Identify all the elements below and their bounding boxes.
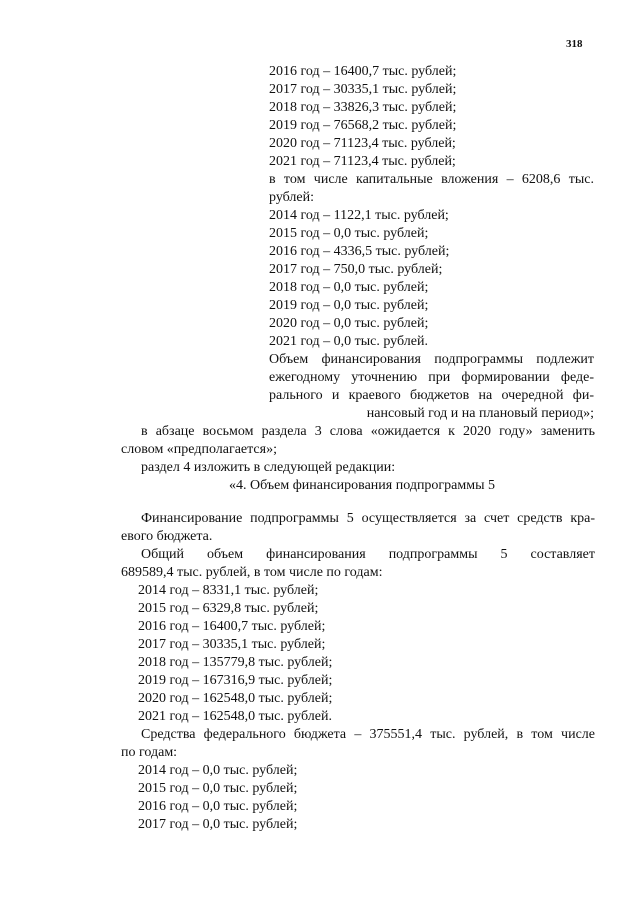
upper-financing-block (269, 63, 594, 423)
capital-investment-line: в том числе капитальные вложения – 6208,6 тыс. (269, 172, 594, 187)
total-year-line: 2016 год – 16400,7 тыс. рублей; (138, 619, 326, 634)
amendment-line: словом «предполагается»; (121, 442, 277, 457)
total-year-line: 2020 год – 162548,0 тыс. рублей; (138, 691, 333, 706)
year-line: 2021 год – 71123,4 тыс. рублей; (269, 154, 456, 169)
total-year-line: 2019 год – 167316,9 тыс. рублей; (138, 673, 333, 688)
federal-year-line: 2014 год – 0,0 тыс. рублей; (138, 763, 298, 778)
paragraph-line: по годам: (121, 745, 178, 760)
section-heading: «4. Объем финансирования подпрограммы 5 (229, 478, 496, 493)
paragraph-line: Общий объем финансирования подпрограммы 5 составляет (141, 547, 595, 562)
note-line: Объем финансирования подпрограммы подлежит (269, 352, 594, 367)
year-line: 2019 год – 0,0 тыс. рублей; (269, 298, 429, 313)
paragraph-line: Средства федерального бюджета – 375551,4 тыс. рублей, в том числе (141, 727, 595, 742)
year-line: 2018 год – 0,0 тыс. рублей; (269, 280, 429, 295)
total-year-line: 2017 год – 30335,1 тыс. рублей; (138, 637, 326, 652)
year-line: 2016 год – 16400,7 тыс. рублей; (269, 64, 457, 79)
year-line: 2020 год – 0,0 тыс. рублей; (269, 316, 429, 331)
paragraph-line: евого бюджета. (121, 529, 213, 544)
paragraph-line: 689589,4 тыс. рублей, в том числе по годам: (121, 565, 383, 580)
total-year-line: 2021 год – 162548,0 тыс. рублей. (138, 709, 332, 724)
amendment-line: раздел 4 изложить в следующей редакции: (141, 460, 396, 475)
year-line: 2015 год – 0,0 тыс. рублей; (269, 226, 429, 241)
total-year-line: 2018 год – 135779,8 тыс. рублей; (138, 655, 333, 670)
year-line: 2020 год – 71123,4 тыс. рублей; (269, 136, 456, 151)
year-line: 2014 год – 1122,1 тыс. рублей; (269, 208, 449, 223)
year-line: 2021 год – 0,0 тыс. рублей. (269, 334, 428, 349)
note-line: ежегодному уточнению при формировании феде- (269, 370, 594, 385)
note-line: нансовый год и на плановый период»; (366, 406, 594, 421)
federal-year-line: 2017 год – 0,0 тыс. рублей; (138, 817, 298, 832)
year-line: 2017 год – 30335,1 тыс. рублей; (269, 82, 457, 97)
federal-year-line: 2015 год – 0,0 тыс. рублей; (138, 781, 298, 796)
capital-investment-line-cont: рублей: (269, 190, 314, 205)
page-number: 318 (566, 38, 583, 50)
amendment-block (121, 423, 595, 495)
year-line: 2018 год – 33826,3 тыс. рублей; (269, 100, 457, 115)
note-line: рального и краевого бюджетов на очередной фи- (269, 388, 594, 403)
section-body (121, 510, 595, 834)
total-year-line: 2014 год – 8331,1 тыс. рублей; (138, 583, 319, 598)
amendment-line: в абзаце восьмом раздела 3 слова «ожидается к 2020 году» заменить (141, 424, 595, 439)
year-line: 2016 год – 4336,5 тыс. рублей; (269, 244, 450, 259)
total-year-line: 2015 год – 6329,8 тыс. рублей; (138, 601, 319, 616)
year-line: 2019 год – 76568,2 тыс. рублей; (269, 118, 457, 133)
year-line: 2017 год – 750,0 тыс. рублей; (269, 262, 443, 277)
paragraph-line: Финансирование подпрограммы 5 осуществляется за счет средств кра- (141, 511, 595, 526)
federal-year-line: 2016 год – 0,0 тыс. рублей; (138, 799, 298, 814)
